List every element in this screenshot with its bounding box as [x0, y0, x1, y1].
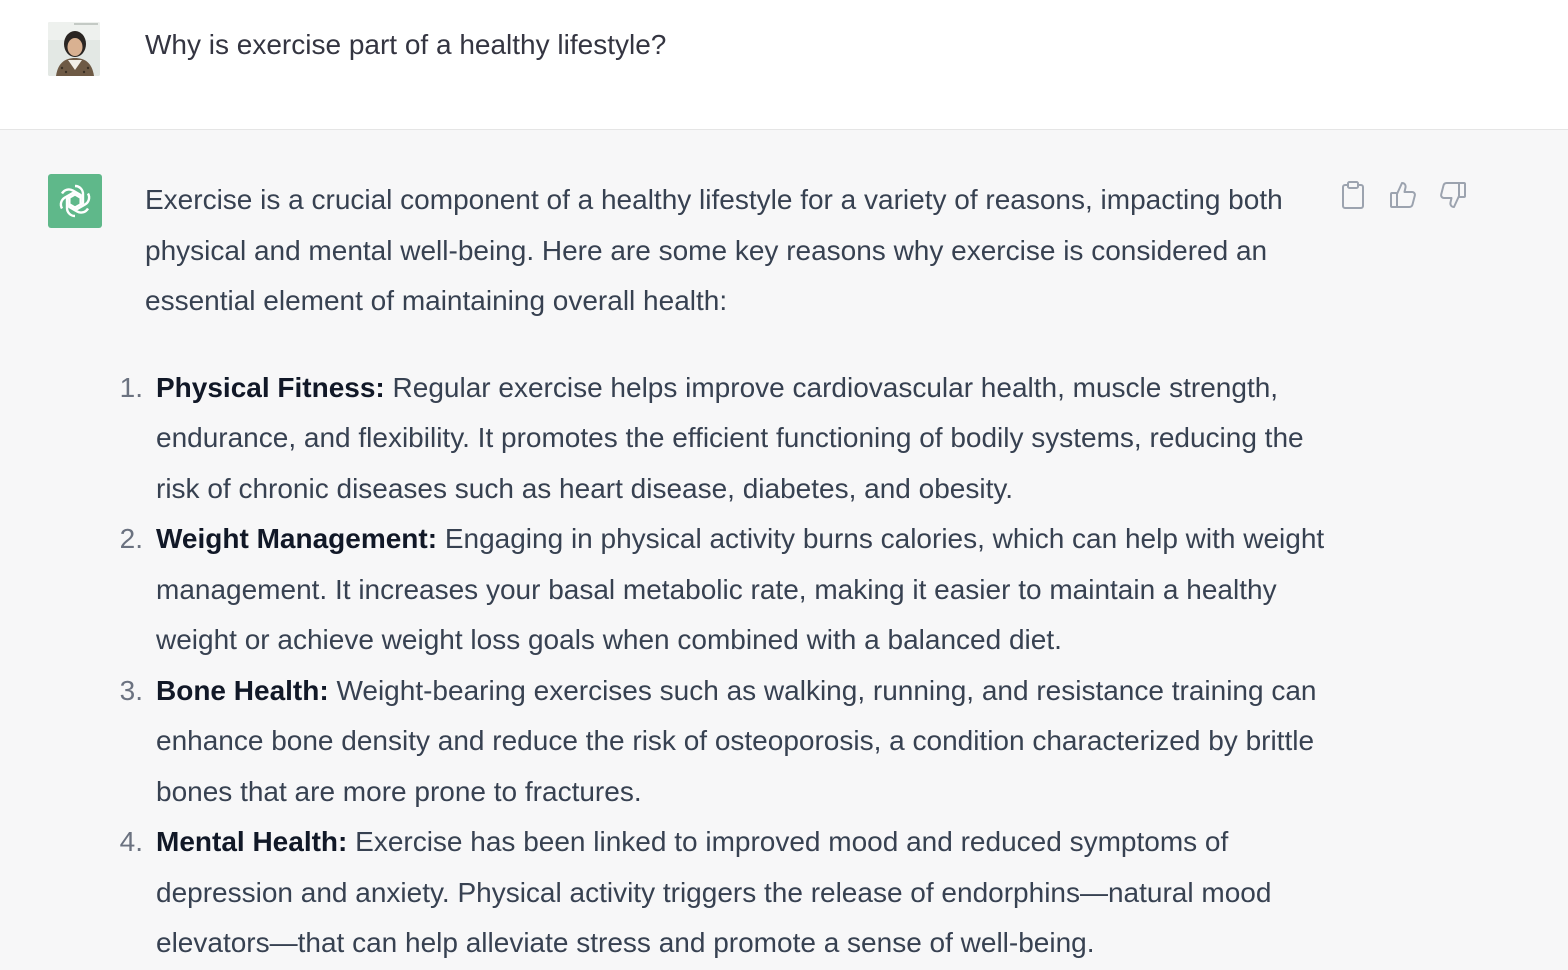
list-number: 1.	[119, 371, 143, 403]
list-item	[119, 817, 1325, 969]
copy-button[interactable]	[1338, 180, 1368, 210]
user-message-text: Why is exercise part of a healthy lifestyle?	[145, 29, 667, 60]
list-item	[119, 666, 1325, 818]
clipboard-icon	[1340, 180, 1366, 210]
list-term: Weight Management:	[156, 523, 438, 554]
user-avatar	[48, 22, 100, 76]
reasons-list	[119, 363, 1325, 969]
message-actions	[1338, 180, 1468, 210]
list-term: Physical Fitness:	[156, 371, 385, 403]
list-number: 4.	[119, 826, 143, 857]
assistant-message-row	[0, 130, 1568, 970]
list-text: Exercise has been linked to improved mood and reduced symptoms of depression and anxiety. Physical activity triggers the release of endorphins—natural mood elevators—that can help alleviate stress and promote a sense of well-being.	[156, 826, 1272, 958]
list-term: Bone Health:	[156, 674, 329, 706]
openai-logo-icon	[55, 181, 95, 221]
list-item	[119, 514, 1325, 666]
list-item	[119, 363, 1325, 515]
thumbs-down-button[interactable]	[1438, 180, 1468, 210]
assistant-message-content	[119, 175, 1325, 969]
list-text: Engaging in physical activity burns calories, which can help with weight management. It increases your basal metabolic rate, making it easier to maintain a healthy weight or achieve weight loss goals when combined with a balanced diet.	[156, 523, 1325, 655]
user-photo-avatar	[48, 22, 100, 76]
thumbs-up-icon	[1388, 180, 1418, 210]
thumbs-up-button[interactable]	[1388, 180, 1418, 210]
list-text: Weight-bearing exercises such as walking, running, and resistance training can enhance bone density and reduce the risk of osteoporosis, a condition characterized by brittle bones that are more prone to fractures.	[156, 674, 1317, 807]
user-message-row	[0, 0, 1568, 130]
thumbs-down-icon	[1438, 180, 1468, 210]
list-number: 3.	[119, 674, 143, 706]
list-text: Regular exercise helps improve cardiovascular health, muscle strength, endurance, and flexibility. It promotes the efficient functioning of bodily systems, reducing the risk of chronic diseases such as heart disease, diabetes, and obesity.	[156, 371, 1304, 504]
list-number: 2.	[119, 523, 143, 554]
assistant-avatar	[48, 174, 102, 228]
assistant-intro: Exercise is a crucial component of a healthy lifestyle for a variety of reasons, impacting both physical and mental well-being. Here are some key reasons why exercise is considered an essential element of maintaining overall health:	[145, 184, 1283, 316]
list-term: Mental Health:	[156, 826, 348, 857]
